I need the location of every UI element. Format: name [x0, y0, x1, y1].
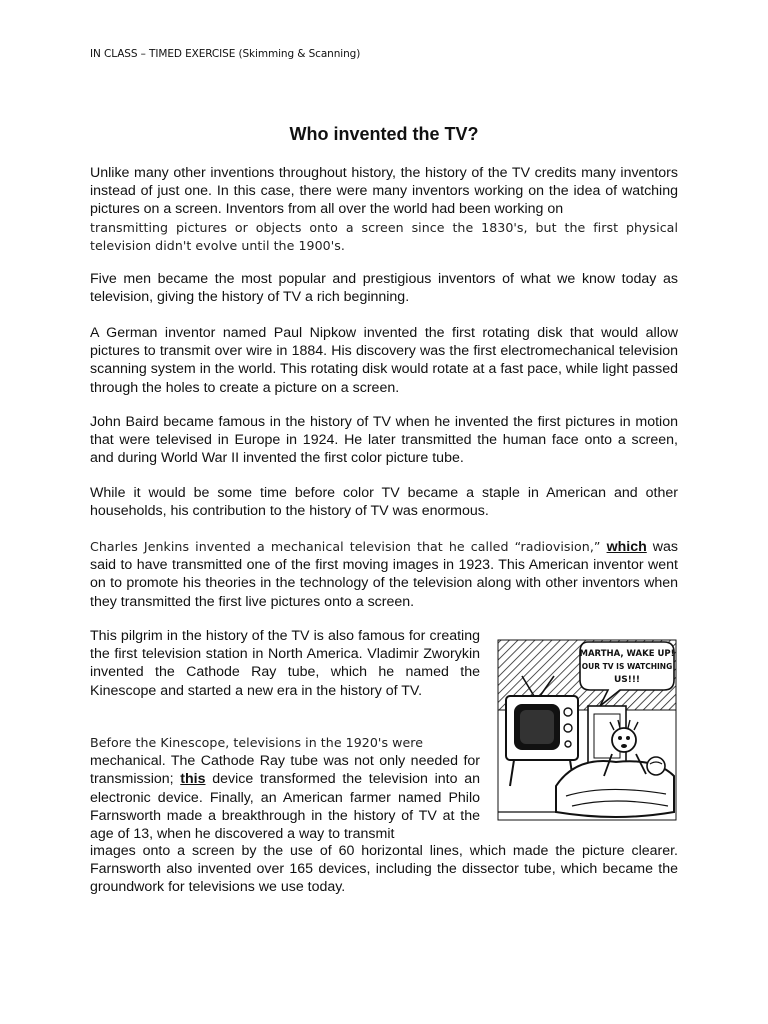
cartoon-caption-line-1: MARTHA, WAKE UP!	[579, 649, 675, 659]
paragraph-6-rest: was said to have transmitted one of the first moving images in 1923. This American inventor went on to promote his theories in the technology of the television along with other inventors when they transmitted the first live pictures onto a screen.	[90, 539, 678, 610]
paragraph-3: A German inventor named Paul Nipkow invented the first rotating disk that would allow pictures to transmit over wire in 1884. His discovery was the first electromechanical television scanning system in the world. This rotating disk would rotate at a fast pace, while light passed through the holes to create a picture on a screen.	[90, 325, 678, 396]
emphasized-this: this	[180, 771, 206, 788]
paragraph-8-intro: Before the Kinescope, televisions in the 1920's were	[90, 735, 424, 750]
page-title: Who invented the TV?	[289, 124, 479, 144]
paragraph-8	[90, 734, 480, 843]
emphasized-which: which	[606, 539, 647, 555]
paragraph-8-continued: images onto a screen by the use of 60 horizontal lines, which made the picture clearer. Farnsworth also invented over 165 devices, including the dissector tube, which became the groundwork for televisions we use today.	[90, 843, 678, 896]
paragraph-8-part-b: device transformed the television into an electronic device. Finally, an American farmer named Philo Farnsworth made a breakthrough in the history of TV at the age of 13, when he discovered a way to transmit	[90, 771, 480, 843]
paragraph-8-part-a: mechanical. The Cathode Ray tube was not only needed for transmission;	[90, 753, 480, 788]
cartoon-caption-line-3: US!!!	[613, 675, 641, 685]
paragraph-1	[90, 164, 678, 255]
exercise-header: IN CLASS – TIMED EXERCISE (Skimming & Scanning)	[90, 48, 361, 60]
tv-cartoon-illustration	[496, 636, 678, 822]
paragraph-5: While it would be some time before color TV became a staple in American and other households, his contribution to the history of TV was enormous.	[90, 485, 678, 520]
paragraph-6-intro: Charles Jenkins invented a mechanical television that he called “radiovision,”	[90, 539, 607, 554]
paragraph-2: Five men became the most popular and prestigious inventors of what we know today as television, giving the history of TV a rich beginning.	[90, 271, 678, 306]
cartoon-caption-line-2: OUR TV IS WATCHING	[581, 662, 673, 671]
paragraph-6	[90, 538, 678, 611]
paragraph-4: John Baird became famous in the history of TV when he invented the first pictures in motion that were televised in Europe in 1924. He later transmitted the human face onto a screen, and during World War II invented the first color picture tube.	[90, 414, 678, 467]
paragraph-1-part-a: Unlike many other inventions throughout history, the history of the TV credits many inventors instead of just one. In this case, there were many inventors working on the idea of watching pictures on a screen. Inventors from all over the world had been working on	[90, 165, 678, 218]
paragraph-1-part-b: transmitting pictures or objects onto a screen since the 1830's, but the first physical television didn't evolve until the 1900's.	[90, 219, 678, 253]
paragraph-7: This pilgrim in the history of the TV is also famous for creating the first television station in North America. Vladimir Zworykin invented the Cathode Ray tube, which he named the Kinescope and started a new era in the history of TV.	[90, 628, 480, 699]
cartoon-drawing	[496, 636, 678, 822]
